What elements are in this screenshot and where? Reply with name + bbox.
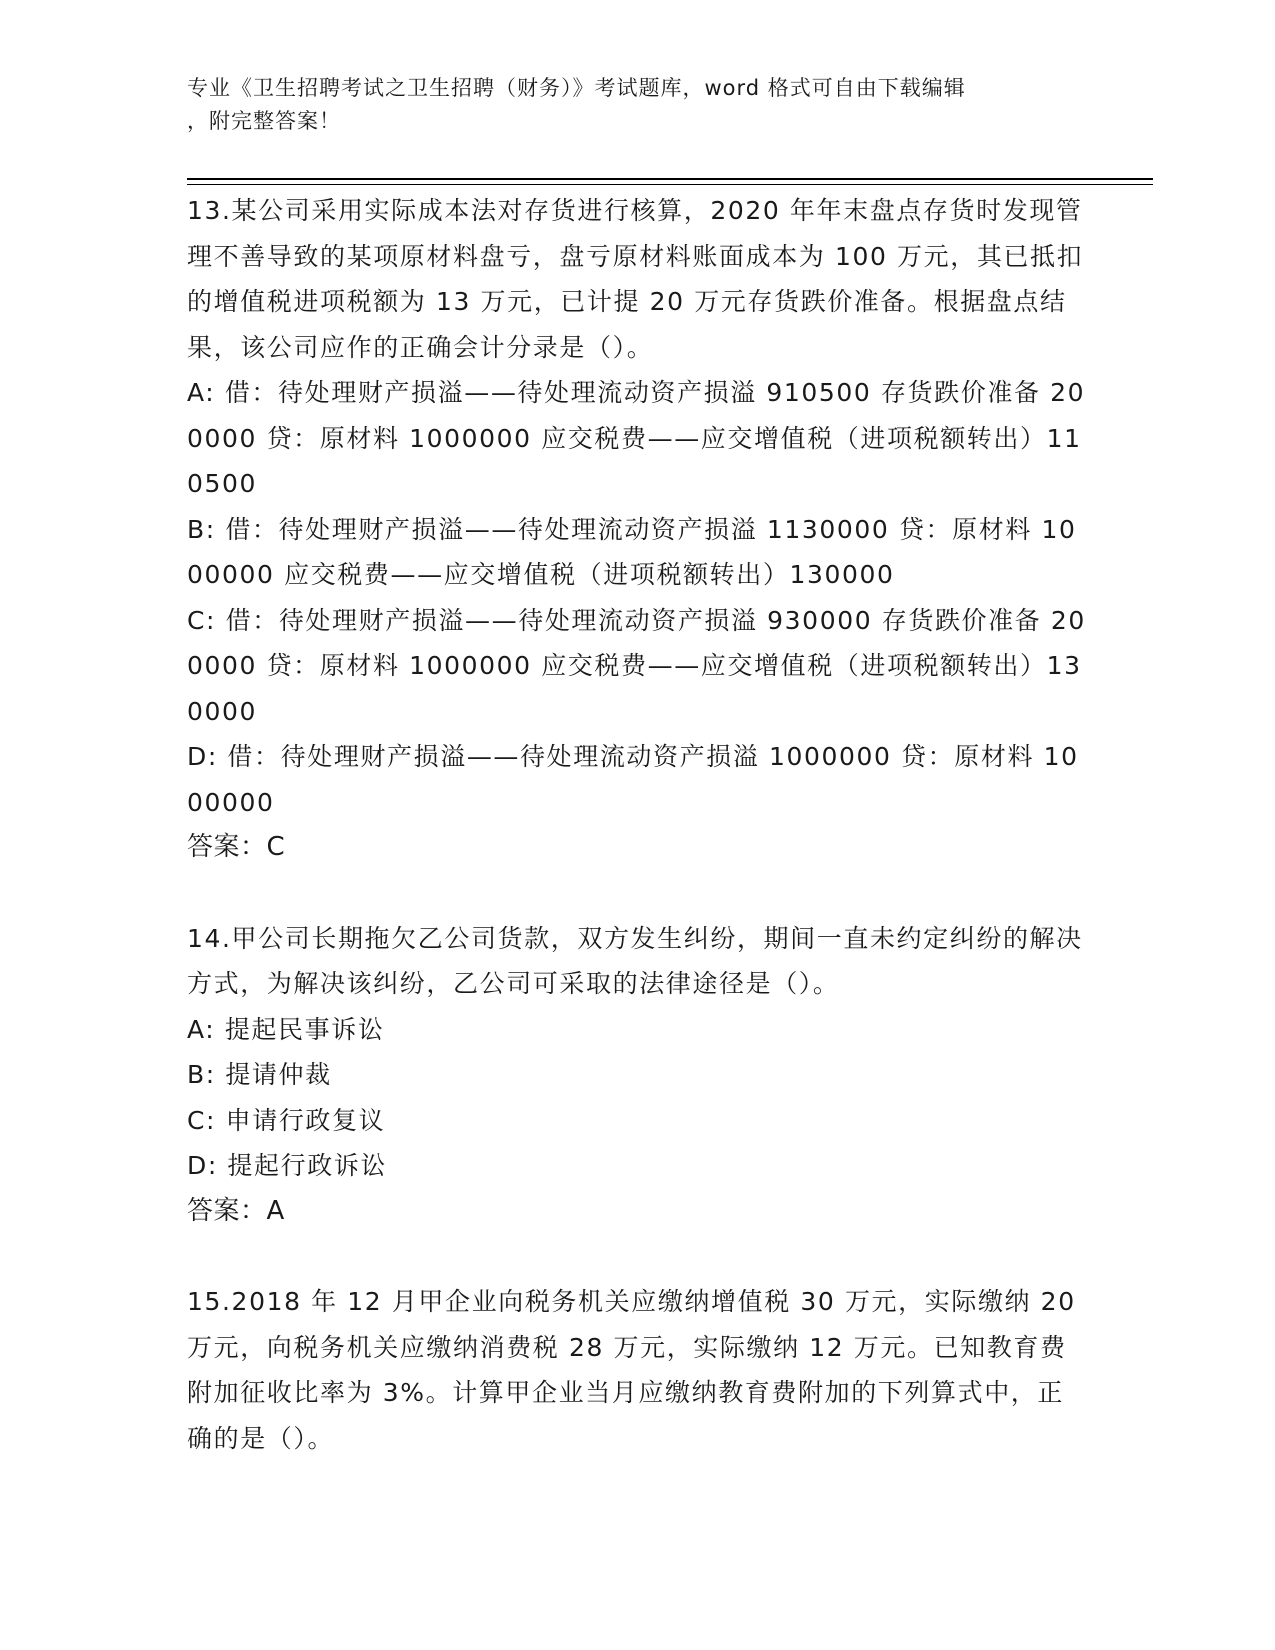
- question-stem: 14.甲公司长期拖欠乙公司货款，双方发生纠纷，期间一直未约定纠纷的解决方式，为解决该纠纷，乙公司可采取的法律途径是（）。: [187, 923, 1083, 998]
- answer: 答案：C: [187, 832, 286, 862]
- document-header: [187, 72, 1067, 138]
- option-d: D: 提起行政诉讼: [187, 1151, 388, 1180]
- option-d: D: 借：待处理财产损溢——待处理流动资产损溢 1000000 贷：原材料 1000000: [187, 742, 1079, 817]
- header-divider-thin: [187, 184, 1153, 185]
- spacer: [187, 1234, 1087, 1279]
- option-b: B: 提请仲裁: [187, 1060, 332, 1089]
- question-13: [187, 188, 1087, 871]
- question-14: [187, 916, 1087, 1235]
- header-line-2: ，附完整答案！: [187, 109, 341, 133]
- question-list: [187, 188, 1087, 1461]
- option-a: A: 借：待处理财产损溢——待处理流动资产损溢 910500 存货跌价准备 200000 贷：原材料 1000000 应交税费——应交增值税（进项税额转出）110500: [187, 378, 1086, 498]
- option-c: C: 借：待处理财产损溢——待处理流动资产损溢 930000 存货跌价准备 200000 贷：原材料 1000000 应交税费——应交增值税（进项税额转出）130000: [187, 605, 1086, 726]
- question-stem: 13.某公司采用实际成本法对存货进行核算，2020 年年末盘点存货时发现管理不善导致的某项原材料盘亏，盘亏原材料账面成本为 100 万元，其已抵扣的增值税进项税额为 13 万元，已计提 20 万元存货跌价准备。根据盘点结果，该公司应作的正确会计分录是（）。: [187, 196, 1084, 362]
- option-a: A: 提起民事诉讼: [187, 1014, 385, 1044]
- spacer: [187, 871, 1087, 916]
- question-15: [187, 1279, 1087, 1461]
- option-c: C: 申请行政复议: [187, 1105, 386, 1135]
- question-stem: 15.2018 年 12 月甲企业向税务机关应缴纳增值税 30 万元，实际缴纳 20 万元，向税务机关应缴纳消费税 28 万元，实际缴纳 12 万元。已知教育费附加征收比率为 3%。计算甲企业当月应缴纳教育费附加的下列算式中，正确的是（）。: [187, 1287, 1076, 1453]
- header-line-1: 专业《卫生招聘考试之卫生招聘（财务）》考试题库，word 格式可自由下载编辑: [187, 76, 966, 100]
- answer: 答案：A: [187, 1195, 285, 1226]
- header-divider-thick: [187, 178, 1153, 180]
- option-b: B: 借：待处理财产损溢——待处理流动资产损溢 1130000 贷：原材料 1000000 应交税费——应交增值税（进项税额转出）130000: [187, 514, 1077, 589]
